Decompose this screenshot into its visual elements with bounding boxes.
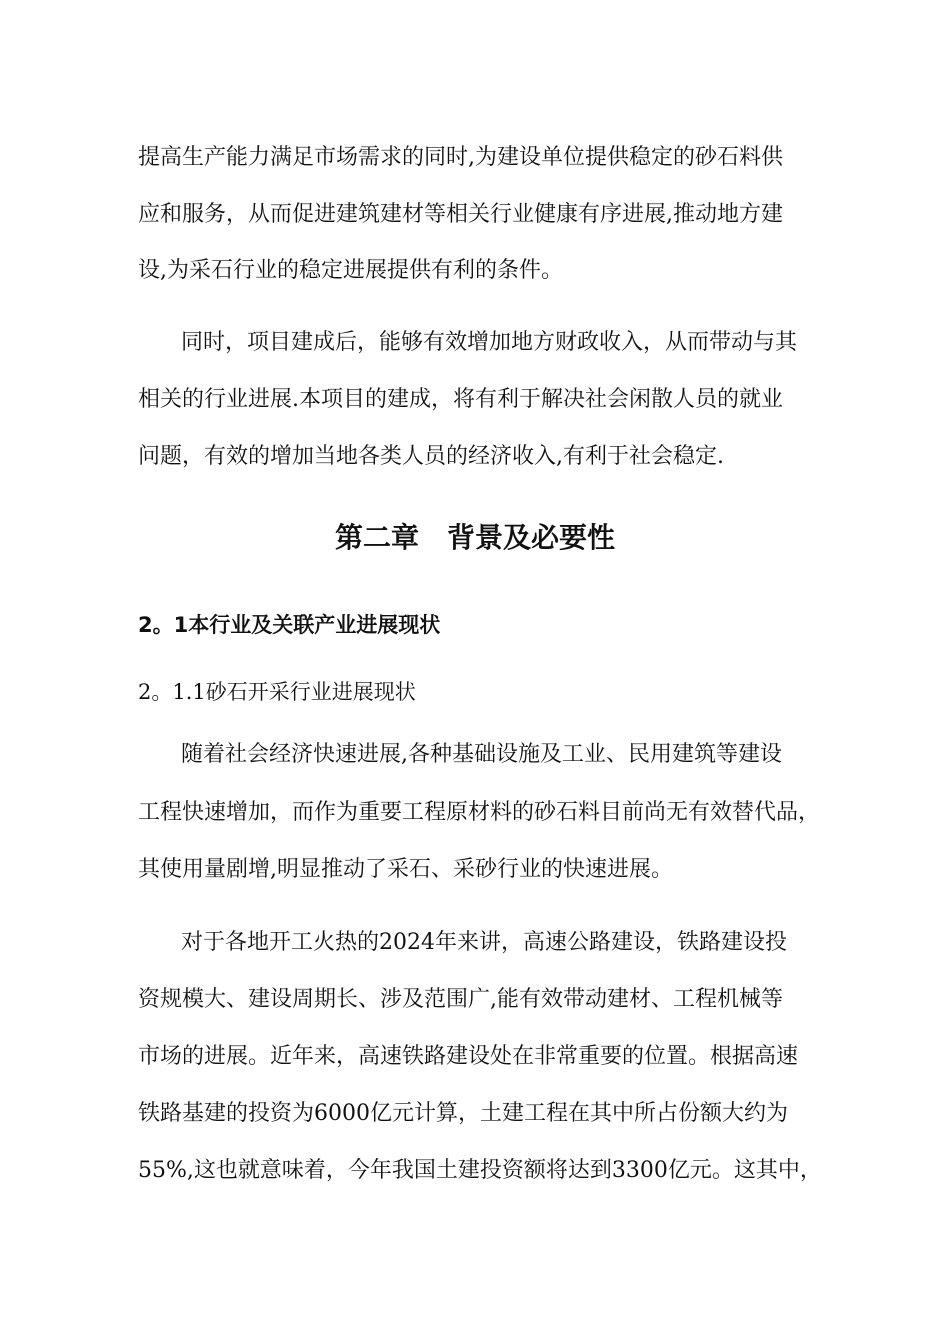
paragraph-4-line-5: 55%,这也就意味着，今年我国土建投资额将达到3300亿元。这其中， xyxy=(138,1158,822,1183)
paragraph-2-line-2: 相关的行业进展.本项目的建成，将有利于解决社会闲散人员的就业 xyxy=(138,387,783,412)
paragraph-1-line-1: 提高生产能力满足市场需求的同时,为建设单位提供稳定的砂石料供 xyxy=(138,145,783,170)
paragraph-2-line-3: 问题，有效的增加当地各类人员的经济收入,有利于社会稳定. xyxy=(138,444,724,469)
paragraph-1-line-3: 设,为采石行业的稳定进展提供有利的条件。 xyxy=(138,258,563,283)
paragraph-2-line-1: 同时，项目建成后，能够有效增加地方财政收入，从而带动与其 xyxy=(181,330,798,355)
paragraph-4-line-3: 市场的进展。近年来，高速铁路建设处在非常重要的位置。根据高速 xyxy=(138,1044,799,1069)
chapter-title: 第二章 背景及必要性 xyxy=(334,521,615,554)
section-title: 2。1本行业及关联产业进展现状 xyxy=(138,613,441,637)
paragraph-3-line-3: 其使用量剧增,明显推动了采石、采砂行业的快速进展。 xyxy=(138,857,673,882)
paragraph-3-line-1: 随着社会经济快速进展,各种基础设施及工业、民用建筑等建设 xyxy=(181,742,782,767)
paragraph-4-line-4: 铁路基建的投资为6000亿元计算，土建工程在其中所占份额大约为 xyxy=(138,1101,788,1126)
subsection-title: 2。1.1砂石开采行业进展现状 xyxy=(138,680,416,704)
paragraph-4-line-2: 资规模大、建设周期长、涉及范围广,能有效带动建材、工程机械等 xyxy=(138,987,783,1012)
paragraph-4-line-1: 对于各地开工火热的2024年来讲，高速公路建设，铁路建设投 xyxy=(181,930,787,955)
paragraph-3-line-2: 工程快速增加，而作为重要工程原材料的砂石料目前尚无有效替代品， xyxy=(138,800,821,825)
paragraph-1-line-2: 应和服务，从而促进建筑建材等相关行业健康有序进展,推动地方建 xyxy=(138,202,783,227)
